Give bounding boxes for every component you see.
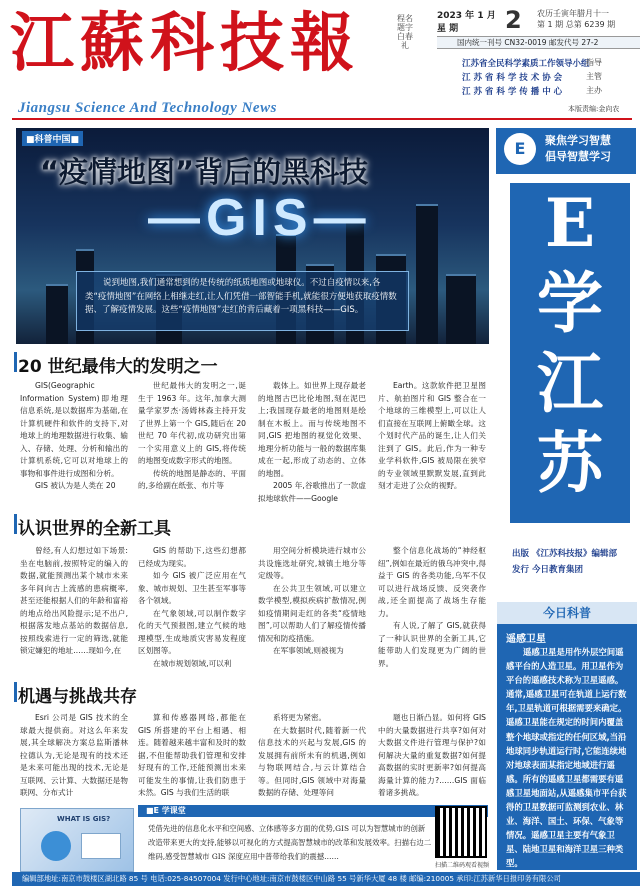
gis-video-thumbnail[interactable]	[20, 808, 134, 872]
issue-code-bar: 国内统一刊号 CN32-0019 邮发代号 27-2	[437, 36, 640, 49]
page-editor: 本版责编:金向农	[568, 105, 620, 113]
section-heading-2: 认识世界的全新工具	[18, 519, 171, 539]
issue-lunar-info: 农历壬寅年腊月十一 第 1 期 总第 6239 期	[537, 9, 616, 29]
section-2-col-4: 整个信息化战场的“神经枢纽”,例如在最近的俄乌冲突中,得益于 GIS 的各类功能,乌军不仅可以进行战场反馈、反突袭作战,还全面提高了战场生存能力。 有人说,了解了 GIS,就获得了一种认识世界的全新工具,它能带助人们发现更为广阔的世界。	[378, 546, 486, 668]
section-heading-3: 机遇与挑战共存	[18, 687, 137, 707]
calligraphy-credit: 程名题字 白春礼	[397, 14, 413, 50]
e-class-text: 凭借先进的信息化水平和空间感、立体感等多方面的优势,GIS 可以为智慧城市的创新改造带来更大的支持,能够以可视化的方式提高智慧城市的改革和发展效率。扫描右边二维码,感受智慧城市 GIS 深度应用中普带给我们的震撼……	[148, 824, 432, 861]
qr-code[interactable]	[435, 806, 487, 858]
section-2-col-2: GIS 的帮助下,这些幻想都已经成为现实。 如今 GIS 被广泛应用在气象、城市规划、卫生甚至军事等各个领域。 在气象领域,可以制作数字化的天气预报图,建立气候的地理模型,生成地质灾害易发程度区划图等。 在城市规划领域,可以利	[138, 546, 246, 668]
section-1-col-1: GIS(Geographic Information System)即地理信息系统,是以数据库为基础,在计算机硬件和软件的支持下,对地球上的地理数据进行收集、输入、存储、处理、分析和输出的计算机系统,它可以对地球上的事物和事件进行成图和分析。 GIS 被认为是人类在 20	[20, 381, 128, 490]
today-science-title: 遥感卫星	[506, 634, 546, 645]
hero-intro: 说到地图,我们通常想到的是传统的纸质地图或地球仪。不过自疫情以来,各类“疫情地图”在网络上相继走红,让人们凭借一部智能手机,就能很方便地获取疫情数据、了解疫情发展。这些“疫情地图”走红的背后藏着一项黑科技——GIS。	[76, 271, 409, 331]
issue-day: 2	[505, 6, 522, 34]
today-science-text: 遥感卫星是用作外层空间遥感平台的人造卫星。用卫星作为平台的遥感技术称为卫星遥感。通常,遥感卫星可在轨道上运行数年,卫星轨道可根据需要来确定。遥感卫星能在规定的时间内覆盖整个地球或指定的任何区域,当沿地球同步轨道运行时,它能连续地对地球表面某指定地域进行遥感。所有的遥感卫星都需要有遥感卫星地面站,从遥感集市平台获得的卫星数据可监测到农业、林业、海洋、国土、环保、气象等情况。遥感卫星主要有气象卫星、陆地卫星和海洋卫星三种类型。	[506, 647, 627, 869]
issue-date-year: 2023 年 1 月 星 期	[437, 11, 496, 34]
org-guide: 江苏省全民科学素质工作领导小组	[462, 59, 590, 69]
org-sponsor-role: 主办	[586, 86, 602, 95]
e-logo-icon: E	[504, 133, 536, 165]
thumbnail-label: WHAT IS GIS?	[57, 815, 111, 823]
globe-icon	[41, 831, 71, 861]
org-guide-role: 指导	[586, 58, 602, 67]
org-supervisor: 江 苏 省 科 学 技 术 协 会	[462, 73, 563, 83]
section-heading-1: 20 世纪最伟大的发明之一	[18, 357, 218, 377]
org-sponsor: 江 苏 省 科 学 传 播 中 心	[462, 87, 563, 97]
section-1-col-2: 世纪最伟大的发明之一,诞生于 1963 年。这年,加拿大测量学家罗杰·汤姆林森主持开发了世界上第一个 GIS,随后在 20 世纪 70 年代初,成功研究出第一个实用意义上的 GIS,将传统的地图变成数字形式的地图。 传统的地图是静态的、平面的,多给副在纸张、布片等	[138, 381, 246, 490]
section-3-col-1: Esri 公司是 GIS 技术的全球最大提供商。对这么年来发展,其全球解决方案总监斯潘林拉德认为,无论是现有的技术还是未来可能出现的技术,无论是互联网、云计算、大数据还是物联网、分布式计	[20, 713, 128, 797]
e-class-header: ■E 学课堂	[138, 805, 488, 817]
sidebar-big-title: E 学 江 苏	[510, 183, 630, 523]
footer-info: 编辑部地址:南京市鼓楼区湖北路 85 号 电话:025-84507004 发行中心地址:南京市鼓楼区中山路 55 号新华大厦 48 楼 邮编:210005 承印:江苏新华日报印务有限公司	[12, 872, 640, 886]
sidebar-slogan: 聚焦学习智慧 倡导智慧学习	[545, 134, 611, 163]
hero-gis-word: —GIS—	[148, 189, 372, 247]
section-3-col-3: 系将更为紧密。 在大数据时代,随着新一代信息技术的兴起与发展,GIS 的发展拥有前所未有的机遇,例如与物联网结合,与云计算结合等。但同时,GIS 领域中对海量数据的存储、处理等问	[258, 713, 366, 797]
section-3-col-2: 算和传感器网络,都能在 GIS 所搭建的平台上相遇、相连。随着越来越丰富和及时的数据,不但能帮助我们管理和安排好现有的工作,还能预测出未来可能发生的事情,让我们防患于未然。GIS 与我们生活的联	[138, 713, 246, 797]
map-panel-icon	[81, 833, 121, 859]
section-2-col-3: 用空间分析模块进行城市公共设施选址研究,城镇土地分等定级等。 在公共卫生领域,可以建立数学模型,模拟疾病扩散情况,例如疫情期间走红的各类“疫情地图”,可以帮助人们了解疫情传播情况和防疫措施。 在军事领域,则被视为	[258, 546, 366, 655]
masthead-divider	[12, 118, 632, 120]
section-1-col-4: Earth。这款软件把卫星图片、航拍图片和 GIS 整合在一个地球的三维模型上,可以让人们直接在互联网上俯瞰全球。这个划时代产品的诞生,让人们关注到了 GIS。此后,作为一种专业学科软件,GIS 被局限在狭窄的专业领域里默默发展,直到此刻才走进了公众的视野。	[378, 381, 486, 490]
masthead-title: 江蘇科技報	[10, 6, 360, 81]
hero-title: “疫情地图”背后的黑科技	[40, 155, 369, 189]
today-science-header: 今日科普	[497, 602, 637, 624]
section-tag: ■科普中国■	[22, 131, 83, 146]
section-1-col-3: 载体上。如世界上现存最老的地图古巴比伦地图,刻在泥巴上;我国现存最老的地图则是绘制在木板上。而与传统地图不同,GIS 把地图的视觉化效果、地理分析功能与一般的数据库集成在一起,形成了动态的、立体的地图。 2005 年,谷歌推出了一款虚拟地球软件——Google	[258, 381, 366, 503]
section-2-col-1: 曾经,有人幻想过如下场景:坐在电脑前,按照特定的编入的数据,就能预测出某个城市未来多年间向古上流感的患病概率,甚至还能根据人们的年龄和富裕的地点给出风险提示;足不出户,根据落发地点基站的数据信息,按照线索进行一定的筛选,就能锁定嫌犯的地址……现如今,在	[20, 546, 128, 655]
sidebar-publisher: 出版 《江苏科技报》编辑部 发行 今日教育集团	[512, 549, 617, 575]
masthead-english-title: Jiangsu Science And Technology News	[18, 100, 277, 116]
section-3-col-4: 题也日渐凸显。如何将 GIS 中的大量数据进行共享?如何对大数据文件进行管理与保护?如何解决大量的重复数据?如何提高数据的实时更新率?如何提高海量计算的能力?……GIS 面临着诸多挑战。	[378, 713, 486, 797]
qr-caption: 扫描二维码观看视频	[434, 862, 489, 869]
org-supervisor-role: 主管	[586, 72, 602, 81]
